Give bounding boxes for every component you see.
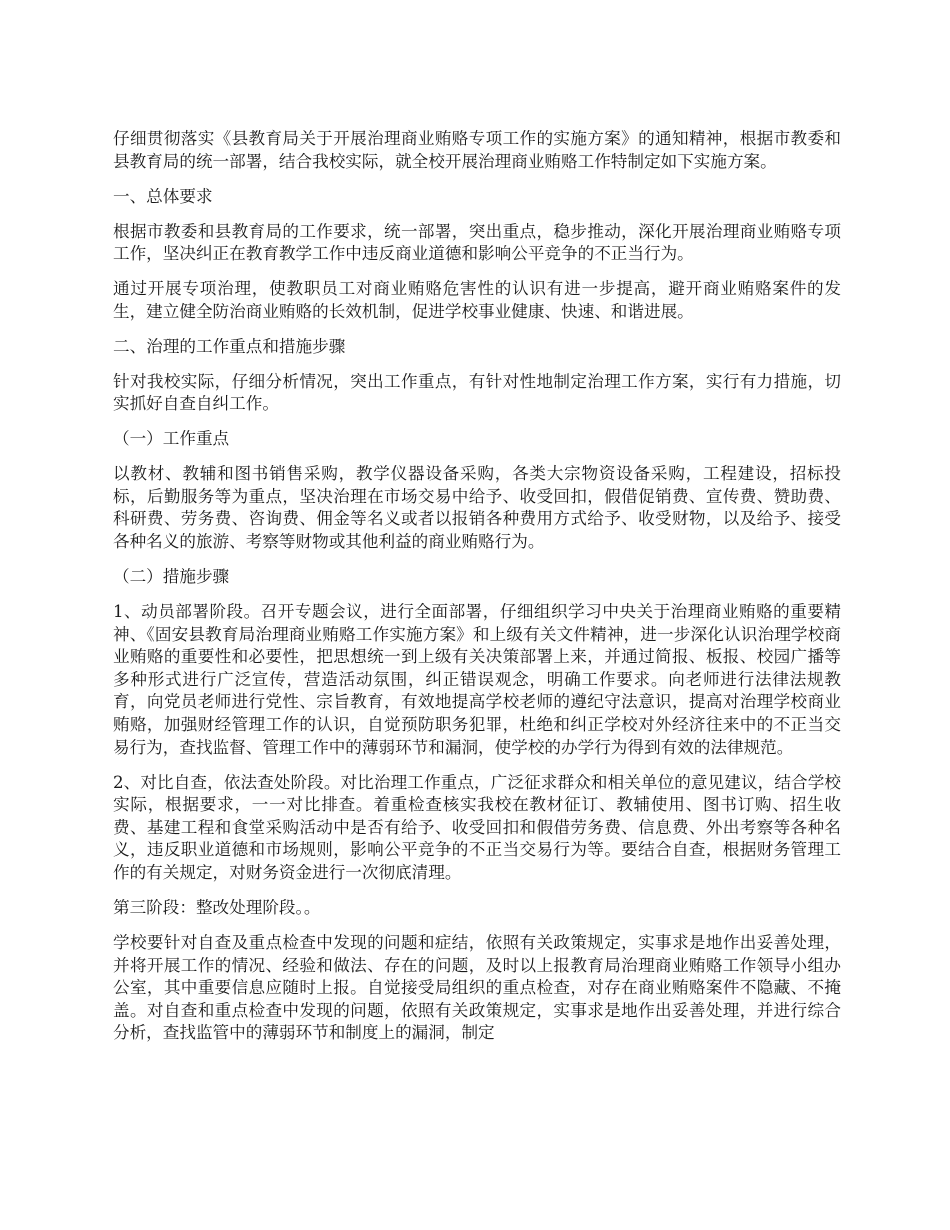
- body-paragraph: 根据市教委和县教育局的工作要求，统一部署，突出重点，稳步推动，深化开展治理商业贿赂专项工作，坚决纠正在教育教学工作中违反商业道德和影响公平竞争的不正当行为。: [113, 221, 841, 264]
- document-body: [113, 128, 841, 1057]
- stage-heading-rectification: 第三阶段：整改处理阶段。。: [113, 897, 321, 917]
- intro-paragraph: 仔细贯彻落实《县教育局关于开展治理商业贿赂专项工作的实施方案》的通知精神，根据市教委和县教育局的统一部署，结合我校实际，就全校开展治理商业贿赂工作特制定如下实施方案。: [113, 129, 841, 171]
- body-paragraph-step-2: 2、对比自查，依法查处阶段。对比治理工作重点，广泛征求群众和相关单位的意见建议，结合学校实际，根据要求，一一对比排查。着重检查核实我校在教材征订、教辅使用、图书订购、招生收费、基建工程和食堂采购活动中是否有给予、收受回扣和假借劳务费、信息费、外出考察等各种名义，违反职业道德和市场规则，影响公平竞争的不正当交易行为等。要结合自查，根据财务管理工作的有关规定，对财务资金进行一次彻底清理。: [113, 772, 841, 882]
- subsection-heading-measures: （二）措施步骤: [113, 567, 230, 587]
- subsection-heading-work-focus: （一）工作重点: [113, 429, 230, 449]
- body-paragraph: 通过开展专项治理，使教职员工对商业贿赂危害性的认识有进一步提高，避开商业贿赂案件的发生，建立健全防治商业贿赂的长效机制，促进学校事业健康、快速、和谐进展。: [113, 279, 841, 321]
- section-heading-focus-and-steps: 二、治理的工作重点和措施步骤: [113, 336, 346, 356]
- body-paragraph-step-1: 1、动员部署阶段。召开专题会议，进行全面部署，仔细组织学习中央关于治理商业贿赂的重要精神、《固安县教育局治理商业贿赂工作实施方案》和上级有关文件精神，进一步深化认识治理学校商业贿赂的重要性和必要性，把思想统一到上级有关决策部署上来，并通过简报、板报、校园广播等多种形式进行广泛宣传，营造活动氛围，纠正错误观念，明确工作要求。向老师进行法律法规教育，向党员老师进行党性、宗旨教育，有效地提高学校老师的遵纪守法意识，提高对治理学校商业贿赂，加强财经管理工作的认识，自觉预防职务犯罪，杜绝和纠正学校对外经济往来中的不正当交易行为，查找监督、管理工作中的薄弱环节和漏洞，使学校的办学行为得到有效的法律规范。: [113, 602, 841, 757]
- body-paragraph-step-3: 学校要针对自查及重点检查中发现的问题和症结，依照有关政策规定，实事求是地作出妥善处理，并将开展工作的情况、经验和做法、存在的问题，及时以上报教育局治理商业贿赂工作领导小组办公室，其中重要信息应随时上报。自觉接受局组织的重点检查，对存在商业贿赂案件不隐藏、不掩盖。对自查和重点检查中发现的问题，依照有关政策规定，实事求是地作出妥善处理，并进行综合分析，查找监管中的薄弱环节和制度上的漏洞，制定: [113, 932, 841, 1043]
- body-paragraph: 以教材、教辅和图书销售采购，教学仪器设备采购，各类大宗物资设备采购，工程建设，招标投标，后勤服务等为重点，坚决治理在市场交易中给予、收受回扣，假借促销费、宣传费、赞助费、科研费、劳务费、咨询费、佣金等名义或者以报销各种费用方式给予、收受财物，以及给予、接受各种名义的旅游、考察等财物或其他利益的商业贿赂行为。: [113, 464, 841, 552]
- body-paragraph: 针对我校实际，仔细分析情况，突出工作重点，有针对性地制定治理工作方案，实行有力措施，切实抓好自查自纠工作。: [113, 371, 841, 414]
- section-heading-general-requirements: 一、总体要求: [113, 186, 213, 206]
